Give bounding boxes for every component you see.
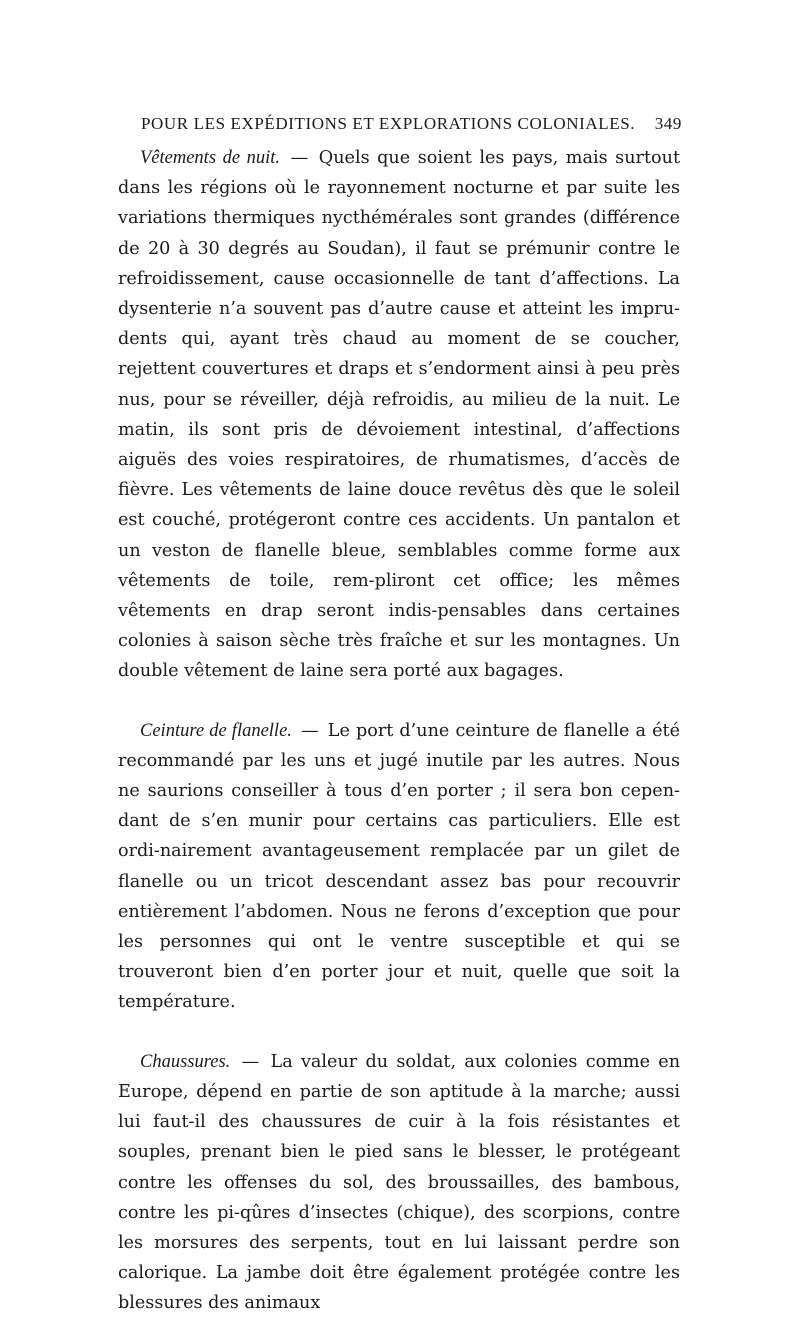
paragraph-ceinture-de-flanelle (118, 716, 680, 1018)
paragraph-vetements-de-nuit (118, 143, 680, 687)
running-head-title: POUR LES EXPÉDITIONS ET EXPLORATIONS COLONIALES. (141, 114, 636, 133)
page-number: 349 (654, 114, 682, 133)
paragraph-heading: Vêtements de nuit. (140, 148, 281, 168)
em-dash: — (290, 148, 309, 168)
em-dash: — (301, 720, 319, 741)
paragraph-text: La valeur du soldat, aux colonies comme en Europe, dépend en partie de son aptitude à la marche; aussi lui faut-il des chaussures de cuir à la fois résistantes et souples, prenant bien le pied sans le blesser, le protégeant contre les offenses du sol, des broussailles, des bambous, contre les pi-qûres d’insectes (chique), des scorpions, contre les morsures des serpents, tout en lui laissant perdre son calorique. La jambe doit être également protégée contre les blessures des animaux (118, 1051, 681, 1314)
page-body (118, 143, 680, 1319)
paragraph-chaussures (118, 1047, 680, 1319)
paragraph-text: Quels que soient les pays, mais surtout dans les régions où le rayonnement nocturne et par suite les variations thermiques nycthémérales sont grandes (différence de 20 à 30 degrés au Soudan), il faut se prémunir contre le refroidissement, cause occasionnelle de tant d’affections. La dysenterie n’a souvent pas d’autre cause et atteint les impru-dents qui, ayant très chaud au moment de se coucher, rejettent couvertures et draps et s’endorment ainsi à peu près nus, pour se réveiller, déjà refroidis, au milieu de la nuit. Le matin, ils sont pris de dévoiement intestinal, d’affections aiguës des voies respiratoires, de rhumatismes, d’accès de fièvre. Les vêtements de laine douce revêtus dès que le soleil est couché, protégeront contre ces accidents. Un pantalon et un veston de flanelle bleue, semblables comme forme aux vêtements de toile, rem-pliront cet office; les mêmes vêtements en drap seront indis-pensables dans certaines colonies à saison sèche très fraîche et sur les montagnes. Un double vêtement de laine sera porté aux bagages. (118, 148, 681, 682)
em-dash: — (241, 1051, 260, 1072)
paragraph-heading: Chaussures. (140, 1051, 231, 1072)
paragraph-heading: Ceinture de flanelle. (140, 720, 292, 741)
paragraph-text: Le port d’une ceinture de flanelle a été recommandé par les uns et jugé inutile par les autres. Nous ne saurions conseiller à tous d’en porter ; il sera bon cepen-dant de s’en munir pour certains cas particuliers. Elle est ordi-nairement avantageusement remplacée par un gilet de flanelle ou un tricot descendant assez bas pour recouvrir entièrement l’abdomen. Nous ne ferons d’exception que pour les personnes qui ont le ventre susceptible et qui se trouveront bien d’en porter jour et nuit, quelle que soit la température. (118, 720, 681, 1013)
